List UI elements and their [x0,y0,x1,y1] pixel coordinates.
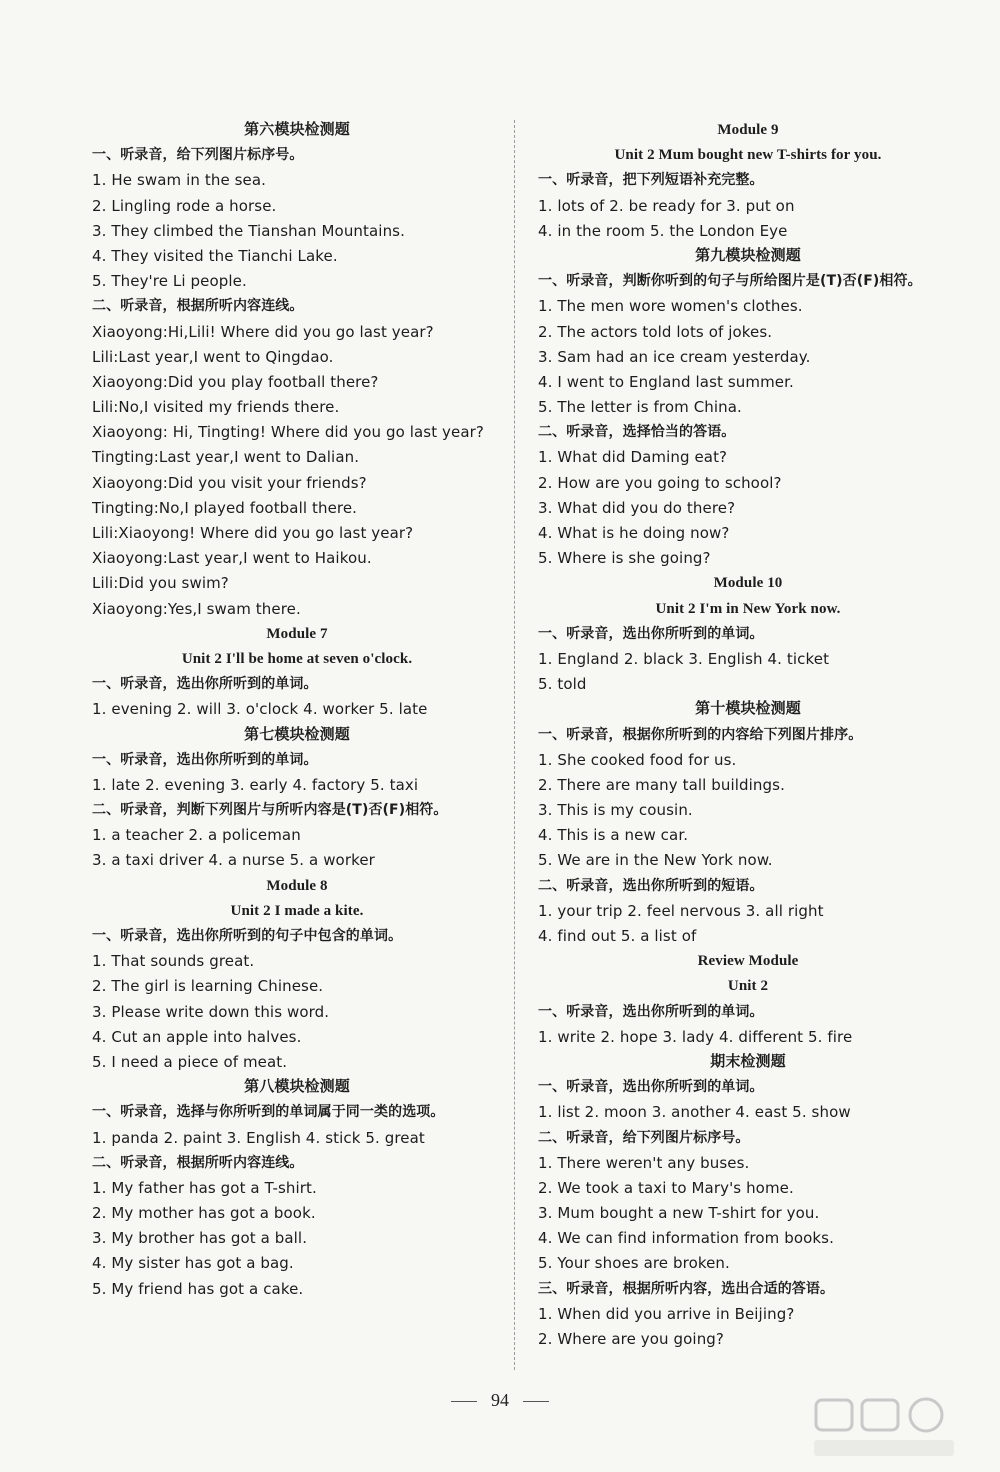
exercise-instruction: 二、听录音，根据所听内容连线。 [92,298,304,315]
text-line: 4. This is a new car. [538,826,689,845]
text-line: 4. I went to England last summer. [538,372,794,391]
text-line: 4. find out 5. a list of [538,927,697,946]
dialogue-line: Xiaoyong: Hi, Tingting! Where did you go last year? [92,423,484,442]
text-line: 1. your trip 2. feel nervous 3. all right [538,901,824,920]
exercise-instruction: 一、听录音，把下列短语补充完整。 [538,172,764,189]
section-heading: Module 10 [713,575,783,592]
exercise-instruction: 一、听录音，选择与你所听到的单词属于同一类的选项。 [92,1104,445,1121]
text-line: Xiaoyong:Hi,Lili! Where did you go last year? [92,322,434,341]
text-line: Lili:No,I visited my friends there. [92,398,340,417]
text-line: Lili:Did you swim? [92,574,229,593]
text-line: Lili:Xiaoyong! Where did you go last year? [92,524,414,543]
text-line: 4. What is he doing now? [538,524,730,543]
text-line: 4. We can find information from books. [538,1229,834,1248]
text-line: 1. England 2. black 3. English 4. ticket [538,649,830,668]
text-line: 2. We took a taxi to Mary's home. [538,1178,794,1197]
text-line: 5. The letter is from China. [538,398,742,417]
exercise-instruction: 一、听录音，选出你所听到的单词。 [538,625,764,642]
text-line: 5. I need a piece of meat. [92,1052,288,1071]
section-heading: Unit 2 Mum bought new T-shirts for you. [614,147,882,164]
text-line: 5. My friend has got a cake. [92,1279,304,1298]
section-heading: 第十模块检测题 [695,701,801,718]
text-line: 2. My mother has got a book. [92,1204,316,1223]
text-line: 1. write 2. hope 3. lady 4. different 5. fire [538,1027,853,1046]
section-heading: Module 9 [717,122,779,138]
section-heading: Review Module [697,953,799,970]
left-column [92,118,502,1302]
text-line: 4. My sister has got a bag. [92,1254,294,1273]
text-line: Tingting:No,I played football there. [92,498,358,517]
section-heading: 第六模块检测题 [244,122,350,138]
text-line: 5. They're Li people. [92,272,247,291]
exercise-instruction: 二、听录音，选择恰当的答语。 [538,424,736,441]
text-line: 1. There weren't any buses. [538,1153,750,1172]
text-line: 4. in the room 5. the London Eye [538,221,788,240]
exercise-instruction: 一、听录音，选出你所听到的单词。 [92,751,318,768]
text-line: 5. Where is she going? [538,549,711,568]
section-heading: Unit 2 I made a kite. [230,902,364,919]
text-line: 1. She cooked food for us. [538,750,737,769]
section-heading: Module 7 [266,625,328,642]
text-line: 1. He swam in the sea. [92,171,267,190]
text-line: Xiaoyong:Did you play football there? [92,372,379,391]
text-line: 4. They visited the Tianchi Lake. [92,246,338,265]
exercise-instruction: 三、听录音，根据所听内容，选出合适的答语。 [538,1280,835,1297]
text-line: 1. What did Daming eat? [538,448,728,467]
text-line: Xiaoyong:Did you visit your friends? [92,473,367,492]
section-heading: Unit 2 I'm in New York now. [655,600,841,617]
text-line: 3. Sam had an ice cream yesterday. [538,347,811,366]
exercise-instruction: 一、听录音，根据你所听到的内容给下列图片排序。 [538,726,863,743]
text-line: 1. lots of 2. be ready for 3. put on [538,196,795,215]
text-line: 1. That sounds great. [92,952,255,971]
exercise-instruction: 一、听录音，给下列图片标序号。 [92,147,304,164]
text-line: 2. Where are you going? [538,1330,724,1349]
section-heading: 第九模块检测题 [695,247,801,264]
exercise-instruction: 一、听录音，选出你所听到的单词。 [538,1079,764,1096]
text-line: 1. When did you arrive in Beijing? [538,1304,795,1323]
text-line: 3. They climbed the Tianshan Mountains. [92,221,405,240]
text-line: Xiaoyong:Yes,I swam there. [92,599,301,618]
exercise-instruction: 一、听录音，判断你听到的句子与所给图片是(T)否(F)相符。 [538,273,922,290]
text-line: 5. told [538,675,587,694]
text-line: Xiaoyong:Last year,I went to Haikou. [92,549,372,568]
text-line: 4. Cut an apple into halves. [92,1027,302,1046]
text-line: 2. Lingling rode a horse. [92,196,277,215]
section-heading: 期末检测题 [710,1053,786,1070]
watermark-logo [810,1396,960,1458]
section-heading: 第八模块检测题 [244,1079,350,1096]
footer-dash-left [451,1401,477,1402]
text-line: 1. list 2. moon 3. another 4. east 5. show [538,1103,851,1122]
text-line: 3. Mum bought a new T-shirt for you. [538,1204,820,1223]
text-line: 2. The actors told lots of jokes. [538,322,773,341]
column-divider [514,120,515,1370]
text-line: 2. The girl is learning Chinese. [92,977,324,996]
text-line: 5. Your shoes are broken. [538,1254,730,1273]
page-number: 94 [491,1390,509,1410]
text-line: 1. My father has got a T-shirt. [92,1178,317,1197]
footer-dash-right [523,1401,549,1402]
exercise-instruction: 二、听录音，给下列图片标序号。 [538,1129,750,1146]
text-line: 3. Please write down this word. [92,1002,330,1021]
text-line: 1. evening 2. will 3. o'clock 4. worker 5. late [92,700,428,719]
exercise-instruction: 二、听录音，选出你所听到的短语。 [538,877,764,894]
text-line: 2. There are many tall buildings. [538,775,785,794]
section-heading: Module 8 [266,877,328,894]
section-heading: Unit 2 [727,978,769,995]
text-line: 1. late 2. evening 3. early 4. factory 5. taxi [92,775,419,794]
exercise-instruction: 一、听录音，选出你所听到的单词。 [538,1003,764,1020]
exercise-instruction: 一、听录音，选出你所听到的句子中包含的单词。 [92,928,403,945]
text-line: 1. panda 2. paint 3. English 4. stick 5. great [92,1128,425,1147]
exercise-instruction: 一、听录音，选出你所听到的单词。 [92,676,318,693]
exercise-instruction: 二、听录音，判断下列图片与所听内容是(T)否(F)相符。 [92,802,448,819]
text-line: 3. What did you do there? [538,498,736,517]
right-column [538,118,958,1352]
text-line: 2. How are you going to school? [538,473,782,492]
exercise-instruction: 二、听录音，根据所听内容连线。 [92,1154,304,1171]
text-line: 3. My brother has got a ball. [92,1229,308,1248]
text-line: Tingting:Last year,I went to Dalian. [92,448,360,467]
text-line: 1. a teacher 2. a policeman [92,826,301,845]
text-line: 3. This is my cousin. [538,801,693,820]
text-line: 3. a taxi driver 4. a nurse 5. a worker [92,851,375,870]
section-heading: 第七模块检测题 [244,726,350,743]
text-line: 5. We are in the New York now. [538,851,773,870]
text-line: 1. The men wore women's clothes. [538,297,803,316]
text-line: Lili:Last year,I went to Qingdao. [92,347,334,366]
section-heading: Unit 2 I'll be home at seven o'clock. [181,650,413,667]
